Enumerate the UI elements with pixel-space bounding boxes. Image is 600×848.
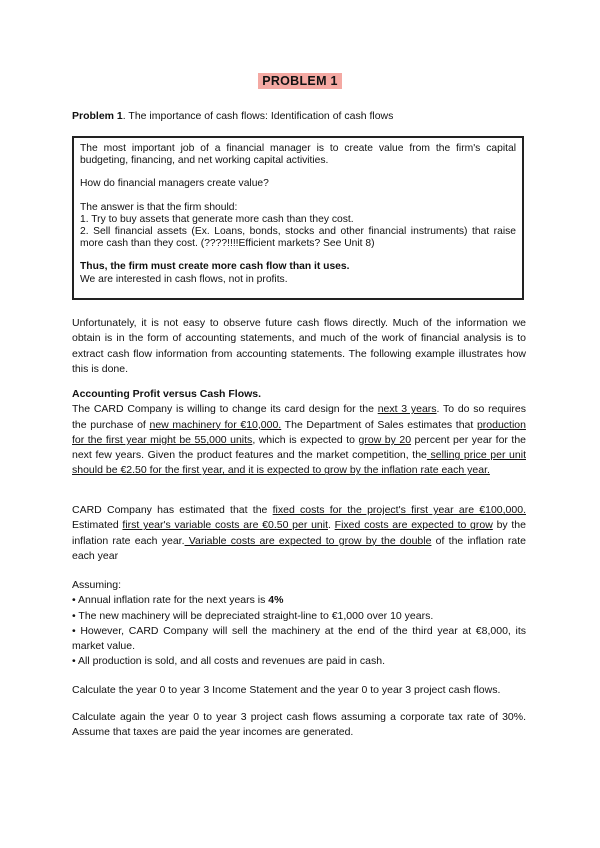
section-heading: Accounting Profit versus Cash Flows. — [72, 388, 262, 400]
underlined-text: next 3 years — [377, 403, 437, 416]
paragraph-cash-flows — [72, 316, 526, 377]
underlined-text: Variable costs are expected to grow by the double — [184, 534, 432, 547]
assumption-item: • The new machinery will be depreciated straight-line to €1,000 over 10 years. — [72, 609, 434, 622]
underlined-text: selling price per unit should be €2.50 for the first year, and it is expected to grow by the inflation rate each year. — [72, 449, 526, 477]
problem-intro — [72, 109, 532, 123]
paragraph-1-text: Unfortunately, it is not easy to observe future cash flows directly. Much of the information we obtain is in the form of accounting statements, and much of the work of financial analysis is to extract cash flow information from accounting statements. The following example illustrates how this is done. — [72, 317, 526, 375]
assumption-item — [72, 593, 526, 608]
text-run: Estimated — [72, 519, 123, 532]
underlined-text: production for the first year might be 55,000 units — [72, 418, 526, 446]
text-run: percent per year for the next few years. Given the product features and the market competition, the — [72, 433, 526, 462]
text-run: by the inflation rate each year. — [72, 519, 526, 547]
text-run: . To do so requires the purchase of — [72, 403, 527, 431]
problem-subtitle: . The importance of cash flows: Identification of cash flows — [122, 110, 394, 122]
costs-body — [72, 503, 526, 564]
box-last-line: We are interested in cash flows, not in profits. — [80, 273, 288, 285]
assumptions-label: Assuming: — [72, 579, 122, 591]
box-answer-intro: The answer is that the firm should: — [80, 201, 238, 213]
box-item-1: 1. Try to buy assets that generate more cash than they cost. — [80, 213, 354, 225]
section-accounting-profit — [72, 387, 526, 479]
underlined-text: fixed costs for the project's first year are €100,000. — [272, 504, 526, 516]
text-run: , which is expected to — [252, 433, 359, 446]
key-concept-box — [72, 136, 524, 300]
section-body — [72, 402, 526, 478]
box-bold-line: Thus, the firm must create more cash flow than it uses. — [80, 261, 350, 273]
underlined-text: first year's variable costs are €0.50 per unit — [122, 519, 328, 532]
box-question: How do financial managers create value? — [80, 178, 269, 190]
box-item-2: 2. Sell financial assets (Ex. Loans, bonds, stocks and other financial instruments) that raise more cash than they cost. (????!!!!Efficient markets? See Unit 8) — [80, 226, 516, 250]
paragraph-costs — [72, 503, 526, 564]
text-run: of the inflation rate each year — [72, 534, 526, 562]
assumptions-block — [72, 578, 526, 670]
problem-label: Problem 1 — [72, 110, 123, 122]
page-title — [0, 72, 600, 90]
text-run: The CARD Company is willing to change its card design for the — [72, 403, 378, 416]
assumption-item: • However, CARD Company will sell the machinery at the end of the third year at €8,000, its market value. — [72, 624, 526, 653]
underlined-text: Fixed costs are expected to grow — [334, 519, 493, 532]
task-2-text: Calculate again the year 0 to year 3 project cash flows assuming a corporate tax rate of 30%. Assume that taxes are paid the year incomes are generated. — [72, 711, 526, 739]
text-run: . — [328, 519, 335, 532]
inflation-rate-value: 4% — [268, 594, 284, 607]
box-paragraph-1: The most important job of a financial manager is to create value from the firm's capital budgeting, financing, and net working capital activities. — [80, 143, 516, 167]
text-run: • Annual inflation rate for the next years is — [72, 594, 269, 607]
title-highlight: PROBLEM 1 — [258, 73, 342, 89]
text-run: The Department of Sales estimates that — [281, 418, 477, 431]
text-run: CARD Company has estimated that the — [72, 504, 273, 516]
task-1 — [72, 683, 526, 698]
underlined-text: new machinery for €10,000. — [149, 418, 282, 431]
assumption-item: • All production is sold, and all costs and revenues are paid in cash. — [72, 655, 386, 668]
underlined-text: grow by 20 — [358, 433, 412, 446]
task-2 — [72, 710, 526, 741]
task-1-text: Calculate the year 0 to year 3 Income Statement and the year 0 to year 3 project cash flows. — [72, 684, 501, 696]
